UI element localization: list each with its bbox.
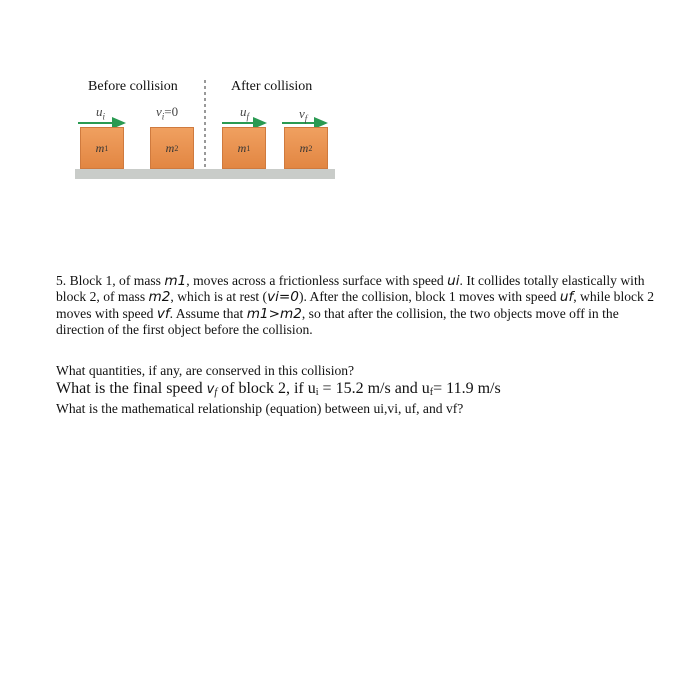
ground-surface bbox=[75, 169, 335, 179]
symbol-vi-zero: vi=0 bbox=[267, 289, 299, 306]
block-m1-before: m 1 bbox=[80, 127, 124, 169]
problem-statement: 5. Block 1, of mass m1, moves across a frictionless surface with speed ui. It collides totally elastically with block 2, of mass m2, which is at rest (vi=0). After the collision, block 1 moves with speed uf, while block 2 moves with speed vf. Assume that m1>m2, so that after the collision, the two objects move off in the direction of the first object before the collision. bbox=[56, 273, 655, 338]
before-collision-title: Before collision bbox=[88, 79, 178, 94]
vi-zero-label: $v_i=0$ bbox=[156, 104, 179, 122]
question-conserved-quantities: What quantities, if any, are conserved in this collision? bbox=[56, 363, 355, 378]
collision-figure bbox=[0, 0, 680, 200]
question-final-speed: What is the final speed vf of block 2, if ui = 15.2 m/s and uf= 11.9 m/s bbox=[56, 380, 501, 398]
symbol-uf: uf bbox=[559, 289, 574, 306]
after-collision-title: After collision bbox=[231, 79, 313, 94]
vf-label: $v_f$ bbox=[299, 106, 308, 124]
uf-label: $u_f$ bbox=[240, 104, 250, 122]
symbol-ui: ui bbox=[447, 273, 460, 289]
ui-label: $u_i$ bbox=[96, 104, 106, 122]
question-relationship: What is the mathematical relationship (equation) between ui,vi, uf, and vf? bbox=[56, 401, 464, 416]
block-m2-after: m 2 bbox=[284, 127, 328, 169]
figure-graphics bbox=[0, 0, 680, 200]
block-m1-after: m 1 bbox=[222, 127, 266, 169]
symbol-m2: m2 bbox=[148, 289, 171, 306]
symbol-m1-gt-m2: m1>m2 bbox=[246, 305, 302, 322]
symbol-m1: m1 bbox=[164, 273, 187, 289]
block-m2-before: m 2 bbox=[150, 127, 194, 169]
symbol-vf: vf bbox=[156, 305, 170, 322]
problem-text: 5. Block 1, of mass bbox=[56, 273, 165, 288]
